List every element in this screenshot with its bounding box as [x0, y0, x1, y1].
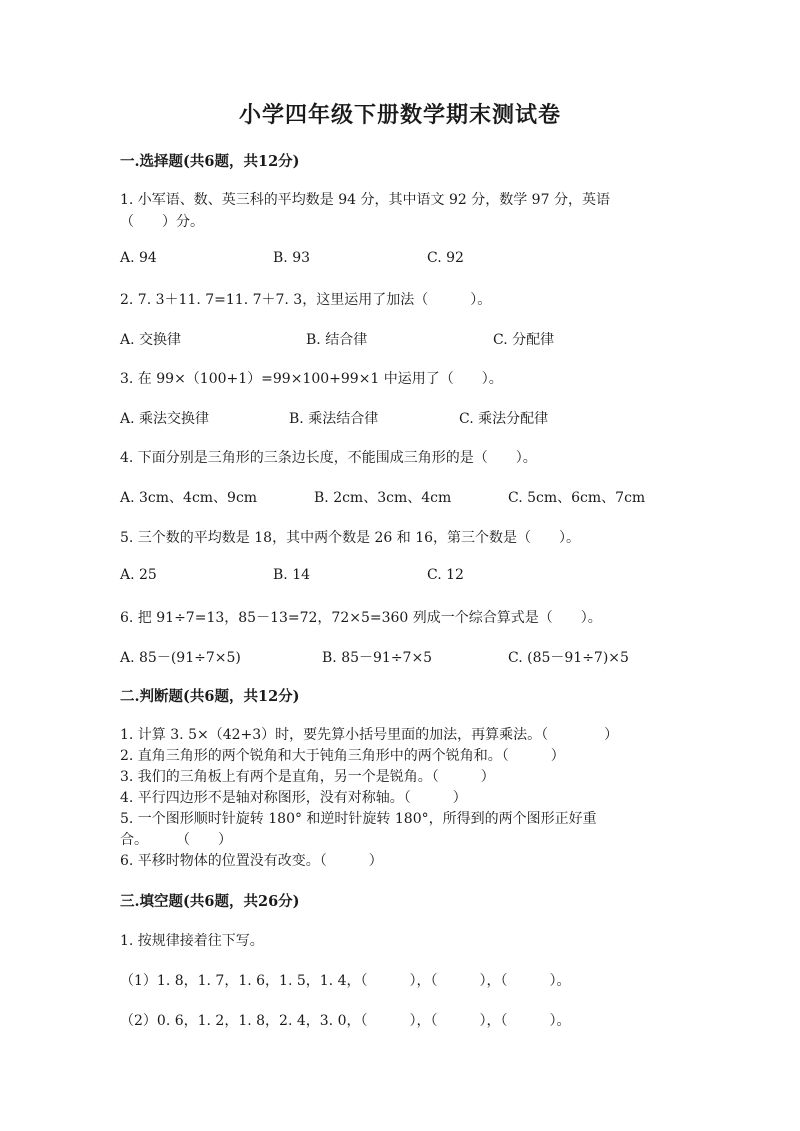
judgement-line-6: 6. 平移时物体的位置没有改变。（ ）: [120, 853, 383, 869]
question-2-line-1: 2. 7. 3＋11. 7=11. 7＋7. 3，这里运用了加法（ ）。: [120, 292, 492, 308]
judgement-line-1: 1. 计算 3. 5×（42+3）时，要先算小括号里面的加法，再算乘法。（ ）: [120, 727, 619, 743]
question-5-option-b: B. 14: [273, 567, 311, 583]
judgement-line-5b: 合。 （ ）: [120, 832, 232, 848]
judgement-line-5a: 5. 一个图形顺时针旋转 180° 和逆时针旋转 180°，所得到的两个图形正好重: [120, 811, 597, 827]
question-3-option-a: A. 乘法交换律: [120, 411, 210, 427]
judgement-line-3: 3. 我们的三角板上有两个是直角，另一个是锐角。（ ）: [120, 769, 495, 785]
question-4-option-a: A. 3cm、4cm、9cm: [120, 490, 258, 506]
section-heading-choice: 一.选择题(共6题，共12分): [120, 153, 300, 170]
question-5-option-c: C. 12: [427, 567, 464, 583]
page-title: 小学四年级下册数学期末测试卷: [238, 102, 561, 128]
question-4-option-b: B. 2cm、3cm、4cm: [314, 490, 452, 506]
question-1-line-2: （ ）分。: [120, 214, 204, 230]
question-3-option-b: B. 乘法结合律: [289, 411, 379, 427]
question-4-option-c: C. 5cm、6cm、7cm: [508, 490, 646, 506]
question-4-line-1: 4. 下面分别是三角形的三条边长度，不能围成三角形的是（ ）。: [120, 450, 537, 466]
fill-question-1-part-2: （2）0. 6，1. 2，1. 8，2. 4，3. 0，（ ），（ ），（ ）。: [120, 1013, 571, 1029]
question-5-option-a: A. 25: [120, 567, 157, 583]
question-3-option-c: C. 乘法分配律: [459, 411, 549, 427]
question-6-option-c: C. (85－91÷7)×5: [508, 650, 629, 666]
question-3-line-1: 3. 在 99×（100+1）=99×100+99×1 中运用了（ ）。: [120, 371, 503, 387]
section-heading-fill: 三.填空题(共6题，共26分): [120, 893, 300, 910]
question-1-line-1: 1. 小军语、数、英三科的平均数是 94 分，其中语文 92 分，数学 97 分，英语: [120, 192, 610, 208]
judgement-line-4: 4. 平行四边形不是轴对称图形，没有对称轴。（ ）: [120, 790, 467, 806]
question-2-option-b: B. 结合律: [306, 332, 368, 348]
question-6-option-b: B. 85－91÷7×5: [322, 650, 433, 666]
judgement-line-2: 2. 直角三角形的两个锐角和大于钝角三角形中的两个锐角和。（ ）: [120, 748, 565, 764]
question-5-line-1: 5. 三个数的平均数是 18，其中两个数是 26 和 16，第三个数是（ ）。: [120, 530, 581, 546]
question-1-option-b: B. 93: [273, 250, 311, 266]
question-1-option-c: C. 92: [427, 250, 464, 266]
section-heading-judgement: 二.判断题(共6题，共12分): [120, 688, 300, 705]
question-6-line-1: 6. 把 91÷7=13，85－13=72，72×5=360 列成一个综合算式是（ ）。: [120, 610, 602, 626]
question-2-option-c: C. 分配律: [493, 332, 555, 348]
fill-question-1: 1. 按规律接着往下写。: [120, 933, 264, 949]
question-6-option-a: A. 85－(91÷7×5): [120, 650, 241, 666]
fill-question-1-part-1: （1）1. 8，1. 7，1. 6，1. 5，1. 4，（ ），（ ），（ ）。: [120, 973, 571, 989]
question-1-option-a: A. 94: [120, 250, 157, 266]
question-2-option-a: A. 交换律: [120, 332, 182, 348]
